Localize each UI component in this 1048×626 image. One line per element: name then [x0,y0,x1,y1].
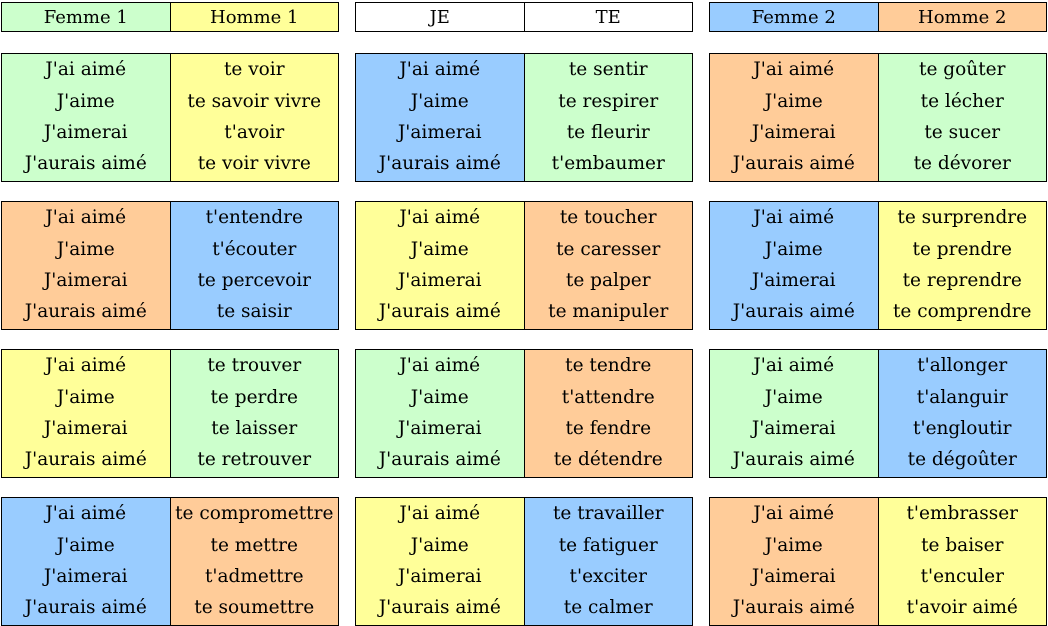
te-phrase: te soumettre [194,597,315,619]
je-phrase: J'ai aimé [753,503,835,525]
te-column [878,498,1047,625]
je-phrase: J'aurais aimé [24,301,147,323]
te-phrase: te saisir [216,301,292,323]
je-phrase: J'aime [410,90,469,112]
te-phrase: t'admettre [204,565,304,587]
je-phrase: J'aimerai [43,269,128,291]
je-phrase: J'aime [56,386,115,408]
te-phrase: te voir vivre [197,153,311,175]
te-phrase: te percevoir [197,269,312,291]
conjugation-block [355,349,693,478]
header-cell: Femme 2 [710,3,878,31]
te-phrase: te fendre [565,417,652,439]
je-phrase: J'aurais aimé [732,301,855,323]
te-phrase: te dégoûter [907,449,1017,471]
je-phrase: J'ai aimé [45,503,127,525]
je-phrase: J'aurais aimé [732,449,855,471]
te-phrase: te goûter [919,59,1006,81]
te-phrase: te retrouver [197,449,312,471]
header-cell: Femme 1 [2,3,170,31]
je-phrase: J'ai aimé [45,59,127,81]
je-phrase: J'aurais aimé [378,153,501,175]
te-phrase: te reprendre [902,269,1022,291]
te-phrase: te compromettre [175,503,334,525]
je-phrase: J'aime [410,238,469,260]
conjugation-block [1,497,339,626]
je-column [710,498,878,625]
te-column [170,350,339,477]
te-phrase: t'alanguir [916,386,1008,408]
te-column [524,54,693,181]
conjugation-block [1,349,339,478]
te-phrase: te fleurir [566,121,650,143]
je-phrase: J'aime [764,534,823,556]
header-cell: JE [356,3,524,31]
je-column [2,202,170,329]
te-phrase: t'avoir [224,121,285,143]
conjugation-block [709,201,1047,330]
header-cell: TE [524,3,693,31]
te-phrase: te trouver [207,355,302,377]
je-column [356,350,524,477]
te-phrase: te palper [565,269,651,291]
je-phrase: J'aimerai [43,121,128,143]
te-column [878,54,1047,181]
je-column [710,54,878,181]
te-column [524,202,693,329]
je-column [356,498,524,625]
conjugation-block [709,497,1047,626]
je-column [710,202,878,329]
te-phrase: te calmer [563,597,653,619]
je-phrase: J'aime [764,386,823,408]
je-phrase: J'ai aimé [399,207,481,229]
je-column [2,350,170,477]
te-phrase: te tendre [565,355,652,377]
je-phrase: J'ai aimé [399,59,481,81]
je-column [356,54,524,181]
conjugation-block [709,349,1047,478]
te-phrase: t'allonger [917,355,1008,377]
je-phrase: J'ai aimé [399,503,481,525]
te-phrase: t'enculer [920,565,1004,587]
te-column [524,498,693,625]
te-column [170,202,339,329]
te-phrase: te prendre [912,238,1012,260]
te-phrase: te dévorer [913,153,1011,175]
te-phrase: te caresser [556,238,661,260]
je-phrase: J'aimerai [751,269,836,291]
je-phrase: J'aurais aimé [24,153,147,175]
te-column [878,202,1047,329]
te-phrase: t'exciter [569,565,647,587]
te-phrase: t'entendre [205,207,303,229]
je-phrase: J'aime [410,534,469,556]
header-group [1,2,339,32]
te-phrase: te surprendre [897,207,1028,229]
je-phrase: J'aime [410,386,469,408]
te-column [170,54,339,181]
je-phrase: J'aurais aimé [732,153,855,175]
te-phrase: t'engloutir [913,417,1012,439]
je-phrase: J'aimerai [751,121,836,143]
je-column [356,202,524,329]
je-phrase: J'aurais aimé [378,449,501,471]
je-phrase: J'aimerai [397,269,482,291]
header-cell: Homme 1 [170,3,339,31]
je-column [2,54,170,181]
te-phrase: te perdre [210,386,299,408]
je-phrase: J'ai aimé [45,355,127,377]
je-phrase: J'aime [56,238,115,260]
te-phrase: te comprendre [893,301,1032,323]
te-phrase: te baiser [921,534,1004,556]
conjugation-block [355,497,693,626]
je-phrase: J'ai aimé [753,355,835,377]
je-phrase: J'aime [764,90,823,112]
te-phrase: te lécher [920,90,1004,112]
te-phrase: te travailler [552,503,664,525]
header-cell: Homme 2 [878,3,1047,31]
je-column [710,350,878,477]
conjugation-block [1,201,339,330]
je-phrase: J'aimerai [397,121,482,143]
te-phrase: te détendre [553,449,663,471]
je-phrase: J'aimerai [397,565,482,587]
je-phrase: J'aurais aimé [378,597,501,619]
je-phrase: J'ai aimé [399,355,481,377]
je-phrase: J'aime [56,90,115,112]
je-phrase: J'ai aimé [753,59,835,81]
je-column [2,498,170,625]
te-phrase: te respirer [558,90,659,112]
je-phrase: J'aimerai [397,417,482,439]
te-phrase: te mettre [210,534,298,556]
je-phrase: J'ai aimé [45,207,127,229]
conjugation-block [355,53,693,182]
te-column [524,350,693,477]
je-phrase: J'aime [56,534,115,556]
header-group [709,2,1047,32]
te-column [878,350,1047,477]
te-phrase: t'écouter [212,238,297,260]
te-phrase: te laisser [211,417,298,439]
je-phrase: J'aimerai [751,417,836,439]
je-phrase: J'aimerai [751,565,836,587]
je-phrase: J'aurais aimé [24,449,147,471]
conjugation-block [1,53,339,182]
te-phrase: te manipuler [548,301,669,323]
je-phrase: J'aurais aimé [732,597,855,619]
je-phrase: J'ai aimé [753,207,835,229]
conjugation-block [355,201,693,330]
je-phrase: J'aurais aimé [378,301,501,323]
je-phrase: J'aimerai [43,565,128,587]
te-phrase: t'embaumer [551,153,665,175]
te-phrase: t'attendre [561,386,655,408]
te-phrase: t'embrasser [906,503,1018,525]
header-group [355,2,693,32]
te-column [170,498,339,625]
te-phrase: te voir [223,59,285,81]
te-phrase: te fatiguer [558,534,658,556]
je-phrase: J'aurais aimé [24,597,147,619]
conjugation-block [709,53,1047,182]
te-phrase: t'avoir aimé [906,597,1018,619]
te-phrase: te toucher [559,207,657,229]
je-phrase: J'aime [764,238,823,260]
te-phrase: te sucer [924,121,1001,143]
je-phrase: J'aimerai [43,417,128,439]
te-phrase: te savoir vivre [187,90,322,112]
te-phrase: te sentir [568,59,648,81]
